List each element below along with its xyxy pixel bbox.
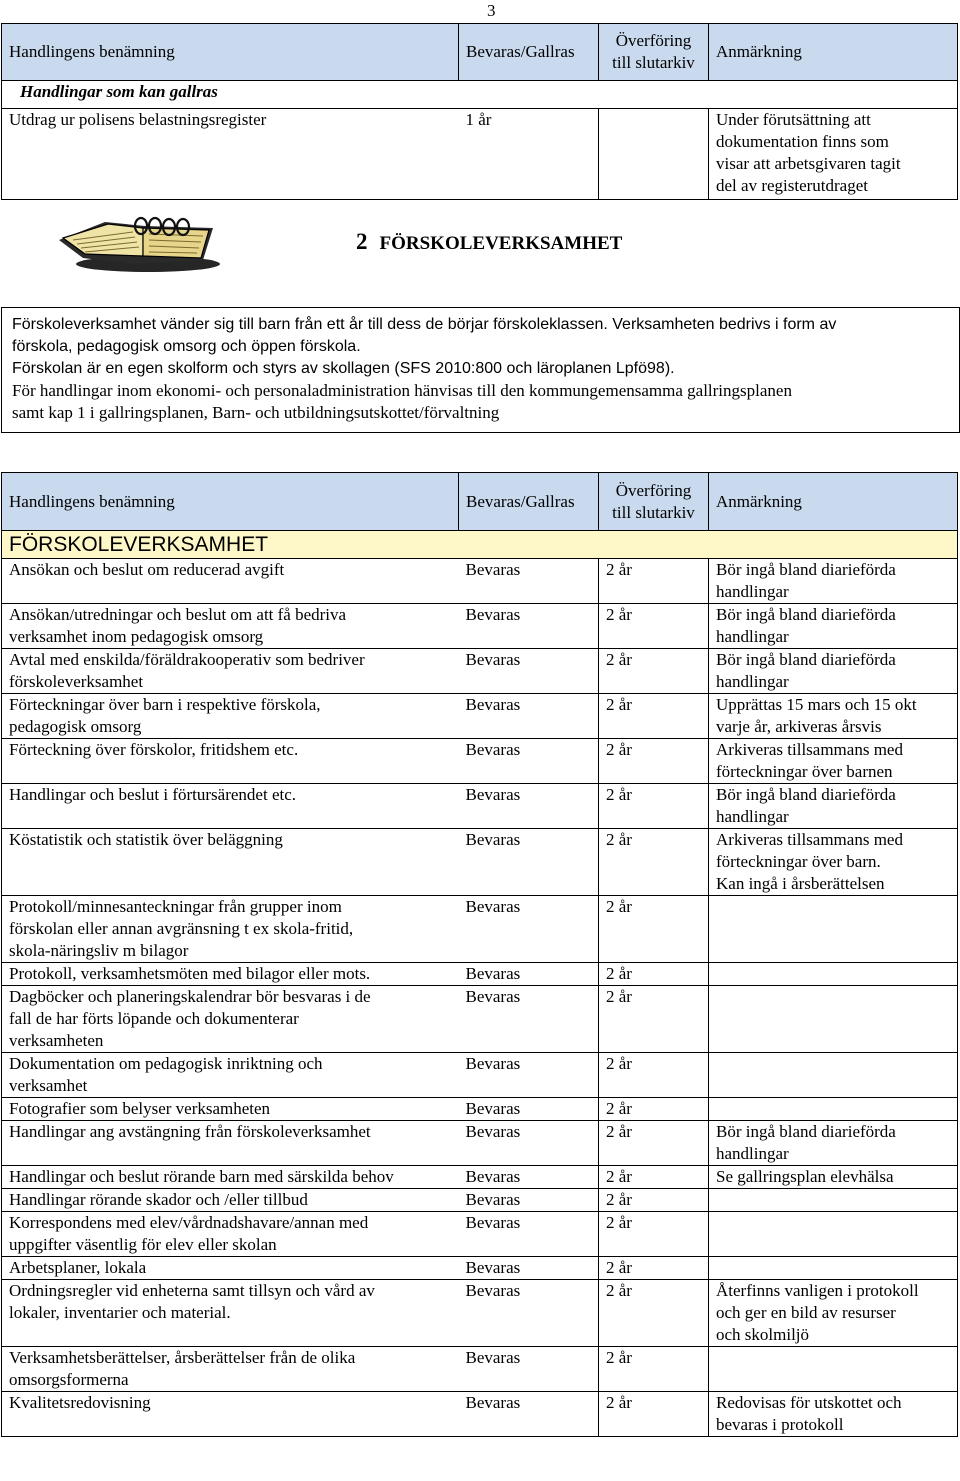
remark-line: bevaras i protokoll bbox=[716, 1415, 844, 1434]
row-transfer: 2 år bbox=[599, 896, 709, 963]
row-keep: Bevaras bbox=[459, 784, 599, 829]
intro-box bbox=[1, 307, 960, 433]
row-keep: Bevaras bbox=[459, 649, 599, 694]
row-name bbox=[2, 1166, 459, 1189]
row-keep: Bevaras bbox=[459, 963, 599, 986]
row-remark bbox=[709, 896, 958, 963]
retention-table-forskoleverksamhet bbox=[1, 472, 958, 1437]
row-name bbox=[2, 1257, 459, 1280]
row-name-line: Arbetsplaner, lokala bbox=[9, 1258, 147, 1277]
row-remark bbox=[709, 1053, 958, 1098]
row-keep: Bevaras bbox=[459, 694, 599, 739]
subheading: Handlingar som kan gallras bbox=[2, 81, 958, 109]
col-header-remark: Anmärkning bbox=[709, 24, 958, 81]
table-row bbox=[2, 784, 958, 829]
row-transfer: 2 år bbox=[599, 559, 709, 604]
row-name-line: pedagogisk omsorg bbox=[9, 717, 142, 736]
row-name bbox=[2, 649, 459, 694]
transfer-line-2: till slutarkiv bbox=[612, 53, 695, 72]
row-name-line: förskolan eller annan avgränsning t ex skola-fritid, bbox=[9, 919, 354, 938]
table-row bbox=[2, 1053, 958, 1098]
row-name-line: uppgifter väsentlig för elev eller skolan bbox=[9, 1235, 277, 1254]
remark-line: visar att arbetsgivaren tagit bbox=[716, 154, 901, 173]
remark-line: Bör ingå bland diarieförda bbox=[716, 605, 896, 624]
row-transfer: 2 år bbox=[599, 963, 709, 986]
transfer-line-1: Överföring bbox=[615, 480, 692, 500]
table-row bbox=[2, 963, 958, 986]
intro-line: Förskolan är en egen skolform och styrs av skollagen (SFS 2010:800 och läroplanen Lpfö98). bbox=[12, 360, 675, 377]
row-name-line: Ordningsregler vid enheterna samt tillsyn och vård av bbox=[9, 1281, 375, 1300]
row-name bbox=[2, 1212, 459, 1257]
remark-line: varje år, arkiveras årsvis bbox=[716, 717, 882, 736]
row-transfer: 2 år bbox=[599, 1347, 709, 1392]
remark-line: förteckningar över barn. bbox=[716, 852, 881, 871]
row-transfer: 2 år bbox=[599, 829, 709, 896]
row-remark bbox=[709, 694, 958, 739]
table-row bbox=[2, 1098, 958, 1121]
row-name-line: Protokoll, verksamhetsmöten med bilagor eller mots. bbox=[9, 964, 371, 983]
row-name bbox=[2, 559, 459, 604]
table-row bbox=[2, 1121, 958, 1166]
row-keep: Bevaras bbox=[459, 1280, 599, 1347]
row-name-line: Kvalitetsredovisning bbox=[9, 1393, 151, 1412]
transfer-line-2: till slutarkiv bbox=[612, 502, 695, 522]
row-name-line: verksamhet inom pedagogisk omsorg bbox=[9, 627, 264, 646]
section-row bbox=[2, 531, 958, 559]
table-row bbox=[2, 649, 958, 694]
row-name-line: Förteckningar över barn i respektive förskola, bbox=[9, 695, 321, 714]
subheading-row bbox=[2, 81, 958, 109]
row-remark bbox=[709, 986, 958, 1053]
row-transfer bbox=[599, 109, 709, 200]
row-name bbox=[2, 963, 459, 986]
row-remark bbox=[709, 1189, 958, 1212]
remark-line: Se gallringsplan elevhälsa bbox=[716, 1167, 894, 1186]
row-transfer: 2 år bbox=[599, 649, 709, 694]
table-row bbox=[2, 1392, 958, 1437]
section-number: 2 bbox=[356, 229, 368, 254]
row-name-line: Ansökan och beslut om reducerad avgift bbox=[9, 560, 285, 579]
intro-line: För handlingar inom ekonomi- och personaladministration hänvisas till den kommungemensamma gallringsplanen bbox=[12, 381, 792, 400]
row-remark bbox=[709, 109, 958, 200]
row-remark bbox=[709, 1121, 958, 1166]
row-remark bbox=[709, 1098, 958, 1121]
row-name bbox=[2, 604, 459, 649]
row-transfer: 2 år bbox=[599, 1098, 709, 1121]
remark-line: dokumentation finns som bbox=[716, 132, 889, 151]
row-keep: Bevaras bbox=[459, 1347, 599, 1392]
row-name-line: Dokumentation om pedagogisk inriktning och bbox=[9, 1054, 323, 1073]
table-row bbox=[2, 1257, 958, 1280]
row-transfer: 2 år bbox=[599, 1189, 709, 1212]
row-name-line: Köstatistik och statistik över beläggning bbox=[9, 830, 283, 849]
remark-line: handlingar bbox=[716, 582, 789, 601]
remark-line: Bör ingå bland diarieförda bbox=[716, 1122, 896, 1141]
remark-line: Arkiveras tillsammans med bbox=[716, 740, 903, 759]
table-row bbox=[2, 604, 958, 649]
row-name bbox=[2, 986, 459, 1053]
row-transfer: 2 år bbox=[599, 986, 709, 1053]
row-name-line: Handlingar ang avstängning från förskoleverksamhet bbox=[9, 1122, 371, 1141]
row-name-line: förskoleverksamhet bbox=[9, 672, 144, 691]
row-transfer: 2 år bbox=[599, 739, 709, 784]
row-name bbox=[2, 829, 459, 896]
row-transfer: 2 år bbox=[599, 784, 709, 829]
section-heading bbox=[356, 229, 622, 255]
open-book-icon bbox=[53, 212, 223, 274]
row-remark bbox=[709, 1347, 958, 1392]
row-keep: Bevaras bbox=[459, 1212, 599, 1257]
remark-line: handlingar bbox=[716, 627, 789, 646]
col-header-keep: Bevaras/Gallras bbox=[459, 473, 599, 531]
intro-line: Förskoleverksamhet vänder sig till barn från ett år till dess de börjar förskoleklassen. Verksamheten bedrivs i form av bbox=[12, 316, 837, 333]
row-name bbox=[2, 1121, 459, 1166]
row-name-line: lokaler, inventarier och material. bbox=[9, 1303, 231, 1322]
remark-line: Bör ingå bland diarieförda bbox=[716, 560, 896, 579]
row-transfer: 2 år bbox=[599, 1280, 709, 1347]
table-header-row bbox=[2, 473, 958, 531]
table-row bbox=[2, 1347, 958, 1392]
row-name bbox=[2, 1053, 459, 1098]
row-keep: Bevaras bbox=[459, 604, 599, 649]
row-keep: Bevaras bbox=[459, 1053, 599, 1098]
row-name-line: Verksamhetsberättelser, årsberättelser från de olika bbox=[9, 1348, 356, 1367]
page-number: 3 bbox=[487, 1, 496, 20]
col-header-remark: Anmärkning bbox=[709, 473, 958, 531]
row-name: Utdrag ur polisens belastningsregister bbox=[2, 109, 459, 200]
row-transfer: 2 år bbox=[599, 1257, 709, 1280]
row-name-line: verksamhet bbox=[9, 1076, 88, 1095]
retention-table-gallras bbox=[1, 23, 958, 200]
row-name bbox=[2, 694, 459, 739]
row-keep: Bevaras bbox=[459, 1121, 599, 1166]
row-name-line: skola-näringsliv m bilagor bbox=[9, 941, 189, 960]
row-transfer: 2 år bbox=[599, 1212, 709, 1257]
row-name-line: omsorgsformerna bbox=[9, 1370, 129, 1389]
row-keep: Bevaras bbox=[459, 1098, 599, 1121]
row-remark bbox=[709, 1166, 958, 1189]
remark-line: Kan ingå i årsberättelsen bbox=[716, 874, 885, 893]
table-row bbox=[2, 829, 958, 896]
row-keep: Bevaras bbox=[459, 829, 599, 896]
col-header-keep: Bevaras/Gallras bbox=[459, 24, 599, 81]
row-keep: Bevaras bbox=[459, 1166, 599, 1189]
row-transfer: 2 år bbox=[599, 1121, 709, 1166]
remark-line: Upprättas 15 mars och 15 okt bbox=[716, 695, 917, 714]
row-remark bbox=[709, 784, 958, 829]
remark-line: handlingar bbox=[716, 672, 789, 691]
row-name bbox=[2, 1189, 459, 1212]
table-row bbox=[2, 1212, 958, 1257]
remark-line: och skolmiljö bbox=[716, 1325, 810, 1344]
row-keep: Bevaras bbox=[459, 1257, 599, 1280]
row-name-line: Korrespondens med elev/vårdnadshavare/annan med bbox=[9, 1213, 369, 1232]
row-transfer: 2 år bbox=[599, 694, 709, 739]
row-name bbox=[2, 1392, 459, 1437]
remark-line: Bör ingå bland diarieförda bbox=[716, 785, 896, 804]
remark-line: handlingar bbox=[716, 1144, 789, 1163]
row-name-line: verksamheten bbox=[9, 1031, 104, 1050]
row-name-line: Dagböcker och planeringskalendrar bör besvaras i de bbox=[9, 987, 371, 1006]
table-row bbox=[2, 896, 958, 963]
col-header-transfer bbox=[599, 24, 709, 81]
row-remark bbox=[709, 1212, 958, 1257]
row-transfer: 2 år bbox=[599, 1053, 709, 1098]
table-row bbox=[2, 559, 958, 604]
table-header-row bbox=[2, 24, 958, 81]
row-name-line: Förteckning över förskolor, fritidshem etc. bbox=[9, 740, 299, 759]
table-row bbox=[2, 986, 958, 1053]
row-keep: 1 år bbox=[459, 109, 599, 200]
row-remark bbox=[709, 1392, 958, 1437]
row-name bbox=[2, 1098, 459, 1121]
row-remark bbox=[709, 649, 958, 694]
row-name-line: Avtal med enskilda/föräldrakooperativ som bedriver bbox=[9, 650, 365, 669]
col-header-transfer bbox=[599, 473, 709, 531]
remark-line: och ger en bild av resurser bbox=[716, 1303, 896, 1322]
row-remark bbox=[709, 963, 958, 986]
remark-line: handlingar bbox=[716, 807, 789, 826]
row-remark bbox=[709, 604, 958, 649]
row-keep: Bevaras bbox=[459, 1189, 599, 1212]
table-row bbox=[2, 739, 958, 784]
intro-line: samt kap 1 i gallringsplanen, Barn- och utbildningsutskottet/förvaltning bbox=[12, 403, 500, 422]
row-name-line: Fotografier som belyser verksamheten bbox=[9, 1099, 271, 1118]
row-keep: Bevaras bbox=[459, 739, 599, 784]
remark-line: del av registerutdraget bbox=[716, 176, 868, 195]
table-row bbox=[2, 1280, 958, 1347]
row-name-line: Handlingar och beslut i förtursärendet etc. bbox=[9, 785, 297, 804]
row-transfer: 2 år bbox=[599, 1392, 709, 1437]
row-keep: Bevaras bbox=[459, 559, 599, 604]
remark-line: Arkiveras tillsammans med bbox=[716, 830, 903, 849]
row-name bbox=[2, 1280, 459, 1347]
row-remark bbox=[709, 1280, 958, 1347]
row-keep: Bevaras bbox=[459, 1392, 599, 1437]
row-remark bbox=[709, 1257, 958, 1280]
row-transfer: 2 år bbox=[599, 1166, 709, 1189]
table-row bbox=[2, 109, 958, 200]
transfer-line-1: Överföring bbox=[615, 31, 692, 50]
table-row bbox=[2, 694, 958, 739]
row-keep: Bevaras bbox=[459, 986, 599, 1053]
row-remark bbox=[709, 559, 958, 604]
row-transfer: 2 år bbox=[599, 604, 709, 649]
row-remark bbox=[709, 739, 958, 784]
row-name bbox=[2, 896, 459, 963]
intro-line: förskola, pedagogisk omsorg och öppen förskola. bbox=[12, 338, 361, 355]
row-name bbox=[2, 784, 459, 829]
section-title: FÖRSKOLEVERKSAMHET bbox=[379, 233, 623, 254]
remark-line: förteckningar över barnen bbox=[716, 762, 893, 781]
remark-line: Redovisas för utskottet och bbox=[716, 1393, 902, 1412]
section-label: FÖRSKOLEVERKSAMHET bbox=[2, 531, 958, 559]
row-name bbox=[2, 1347, 459, 1392]
col-header-name: Handlingens benämning bbox=[2, 473, 459, 531]
row-remark bbox=[709, 829, 958, 896]
row-name-line: Protokoll/minnesanteckningar från grupper inom bbox=[9, 897, 342, 916]
row-name bbox=[2, 739, 459, 784]
remark-line: Återfinns vanligen i protokoll bbox=[716, 1281, 919, 1300]
row-keep: Bevaras bbox=[459, 896, 599, 963]
row-name-line: Handlingar rörande skador och /eller tillbud bbox=[9, 1190, 308, 1209]
col-header-name: Handlingens benämning bbox=[2, 24, 459, 81]
table-row bbox=[2, 1189, 958, 1212]
remark-line: Under förutsättning att bbox=[716, 110, 871, 129]
row-name-line: Handlingar och beslut rörande barn med särskilda behov bbox=[9, 1167, 394, 1186]
remark-line: Bör ingå bland diarieförda bbox=[716, 650, 896, 669]
table-row bbox=[2, 1166, 958, 1189]
row-name-line: fall de har förts löpande och dokumenterar bbox=[9, 1009, 299, 1028]
row-name-line: Ansökan/utredningar och beslut om att få bedriva bbox=[9, 605, 347, 624]
